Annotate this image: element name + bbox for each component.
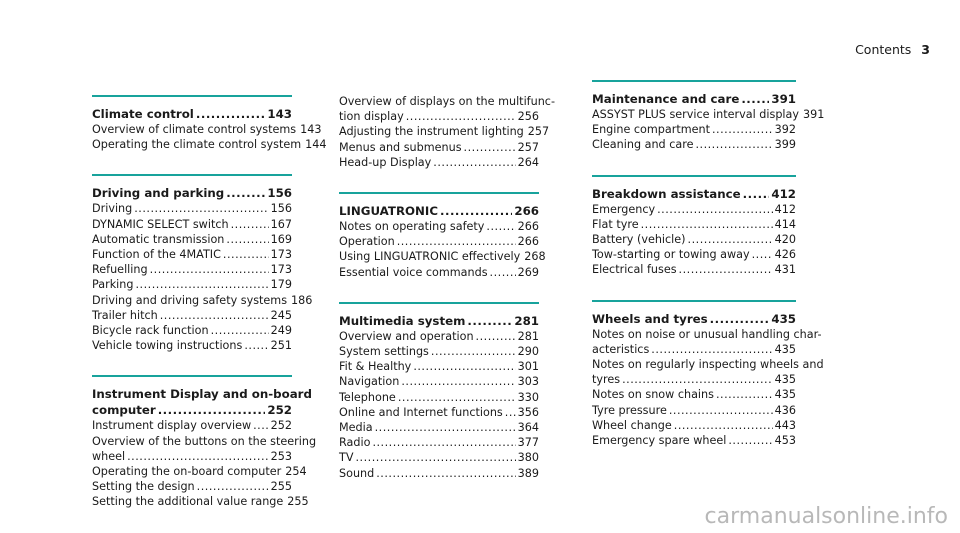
toc-entry[interactable]: Parking ..... 179 <box>92 277 292 292</box>
section-heading[interactable]: Multimedia system ..... 281 <box>339 313 539 329</box>
section-driving-and-parking <box>92 174 313 353</box>
toc-entry[interactable]: Notes on snow chains ..... 435 <box>592 387 796 402</box>
toc-entry[interactable]: Battery (vehicle) ..... 420 <box>592 232 796 247</box>
toc-entry[interactable]: Flat tyre ..... 414 <box>592 217 796 232</box>
section-linguatronic <box>339 192 546 280</box>
toc-entry[interactable]: acteristics ..... 435 <box>592 342 796 357</box>
toc-entry[interactable]: Setting the additional value range 255 <box>92 495 309 509</box>
toc-entry[interactable]: Overview of climate control systems 143 <box>92 123 322 136</box>
toc-column-3 <box>592 80 825 470</box>
toc-entry[interactable]: ASSYST PLUS service interval display 391 <box>592 108 825 121</box>
toc-entry[interactable]: Fit & Healthy ..... 301 <box>339 359 539 374</box>
toc-entry[interactable]: Essential voice commands ..... 269 <box>339 265 539 280</box>
toc-entry-line[interactable]: Overview of the buttons on the steering <box>92 434 317 448</box>
toc-entry-line[interactable]: Notes on noise or unusual handling char- <box>592 327 822 341</box>
toc-entry[interactable]: Refuelling ..... 173 <box>92 262 292 277</box>
section-heading[interactable]: Breakdown assistance ..... 412 <box>592 186 796 202</box>
toc-entry[interactable]: Using LINGUATRONIC effectively 268 <box>339 250 546 264</box>
section-heading[interactable]: LINGUATRONIC ..... 266 <box>339 203 539 219</box>
toc-entry[interactable]: Electrical fuses ..... 431 <box>592 262 796 277</box>
toc-entry[interactable]: wheel ..... 253 <box>92 449 292 464</box>
toc-entry-line[interactable]: Notes on regularly inspecting wheels and <box>592 358 824 372</box>
toc-entry[interactable]: Vehicle towing instructions ..... 251 <box>92 338 292 353</box>
toc-entry[interactable]: Bicycle rack function ..... 249 <box>92 323 292 338</box>
toc-entry[interactable]: Operation ..... 266 <box>339 234 539 249</box>
toc-entry[interactable]: Setting the design ..... 255 <box>92 479 292 494</box>
toc-entry[interactable]: Trailer hitch ..... 245 <box>92 308 292 323</box>
toc-entry[interactable]: Automatic transmission ..... 169 <box>92 232 292 247</box>
toc-entry[interactable]: System settings ..... 290 <box>339 344 539 359</box>
toc-entry[interactable]: Tow-starting or towing away ..... 426 <box>592 247 796 262</box>
toc-entry[interactable]: Driving and driving safety systems 186 <box>92 293 313 307</box>
header-page-number: 3 <box>921 42 930 57</box>
page-header <box>855 42 930 57</box>
toc-entry[interactable]: Telephone ..... 330 <box>339 390 539 405</box>
toc-entry[interactable]: Emergency ..... 412 <box>592 202 796 217</box>
toc-entry[interactable]: Function of the 4MATIC ..... 173 <box>92 247 292 262</box>
toc-entry[interactable]: Radio ..... 377 <box>339 435 539 450</box>
toc-entry[interactable]: Operating the climate control system 144 <box>92 138 327 152</box>
toc-entry[interactable]: TV ..... 380 <box>339 450 539 465</box>
toc-entry[interactable]: Tyre pressure ..... 436 <box>592 403 796 418</box>
section-heading[interactable]: Climate control ..... 143 <box>92 106 292 122</box>
toc-entry[interactable]: Driving ..... 156 <box>92 201 292 216</box>
toc-entry[interactable]: Wheel change ..... 443 <box>592 418 796 433</box>
section-climate-control <box>92 95 327 152</box>
section-multimedia-system <box>339 302 539 481</box>
section-instrument-display <box>92 375 317 509</box>
toc-entry[interactable]: DYNAMIC SELECT switch ..... 167 <box>92 217 292 232</box>
section-wheels-and-tyres <box>592 300 824 449</box>
toc-entry[interactable]: Notes on operating safety ..... 266 <box>339 219 539 234</box>
toc-entry[interactable]: Sound ..... 389 <box>339 466 539 481</box>
section-maintenance-and-care <box>592 80 825 153</box>
toc-entry[interactable]: Cleaning and care ..... 399 <box>592 137 796 152</box>
section-breakdown-assistance <box>592 175 796 278</box>
toc-entry[interactable]: Emergency spare wheel ..... 453 <box>592 433 796 448</box>
section-heading-line[interactable]: Instrument Display and on-board <box>92 387 312 402</box>
header-title: Contents <box>855 42 912 57</box>
toc-column-2 <box>339 94 555 503</box>
toc-entry[interactable]: tyres ..... 435 <box>592 372 796 387</box>
section-heading[interactable]: Maintenance and care ..... 391 <box>592 91 796 107</box>
toc-entry[interactable]: Overview and operation ..... 281 <box>339 329 539 344</box>
section-heading[interactable]: computer ..... 252 <box>92 402 292 418</box>
toc-entry[interactable]: Adjusting the instrument lighting 257 <box>339 125 550 139</box>
section-heading[interactable]: Driving and parking ..... 156 <box>92 185 292 201</box>
watermark: carmanualsonline.info <box>704 504 948 529</box>
toc-entry[interactable]: tion display ..... 256 <box>339 109 539 124</box>
toc-entry[interactable]: Engine compartment ..... 392 <box>592 122 796 137</box>
toc-entry[interactable]: Menus and submenus ..... 257 <box>339 140 539 155</box>
toc-entry[interactable]: Navigation ..... 303 <box>339 374 539 389</box>
toc-entry[interactable]: Instrument display overview ..... 252 <box>92 418 292 433</box>
toc-entry[interactable]: Online and Internet functions ..... 356 <box>339 405 539 420</box>
toc-entry[interactable]: Operating the on-board computer 254 <box>92 465 307 479</box>
toc-entry-line[interactable]: Overview of displays on the multifunc- <box>339 95 555 108</box>
section-heading[interactable]: Wheels and tyres ..... 435 <box>592 311 796 327</box>
section-displays-continued <box>339 94 555 170</box>
toc-entry[interactable]: Head-up Display ..... 264 <box>339 155 539 170</box>
toc-column-1 <box>92 95 327 532</box>
toc-entry[interactable]: Media ..... 364 <box>339 420 539 435</box>
